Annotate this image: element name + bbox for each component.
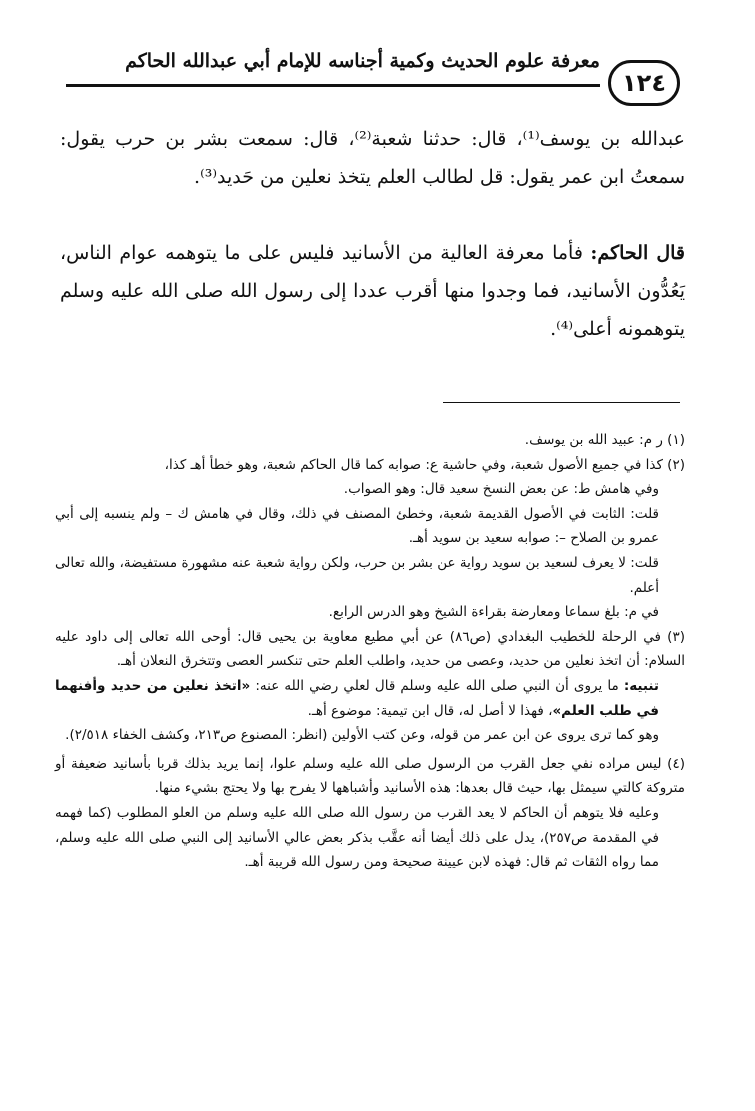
footnote-1: (١) ر م: عبيد الله بن يوسف. bbox=[524, 432, 685, 448]
footnote-4-line-b: وعليه فلا يتوهم أن الحاكم لا يعد القرب من رسول الله صلى الله عليه وسلم من العلو المطلوب (كما فهمه في المقدمة ص٢٥٧)، يدل على ذلك أيضا أنه عقَّب بذكر بعض عالي الأسانيد إلى النبي صلى الله عليه وسلم، مما رواه الثقات ثم قال: فهذه لابن عيينة صحيحة ومن رسول الله قريبة أهـ. bbox=[55, 804, 659, 871]
footnote-2-line-d: قلت: لا يعرف لسعيد بن سويد رواية عن بشر بن حرب، ولكن رواية شعبة عنه مشهورة مستفيضة، والله تعالى أعلم. bbox=[55, 554, 659, 596]
header-rule bbox=[66, 84, 600, 87]
note-lead: تنبيه: bbox=[623, 677, 659, 694]
footnote-4: (٤) ليس مراده نفي جعل القرب من الرسول صلى الله عليه وسلم علوا، إنما يريد بذلك قربا بأسانيد ضعيفة أو متروكة كالتي سيمثل بها، حيث قال بعدها: هذه الأسانيد وأشباهها لا يفرح بها ولا يحتج بشيء منها. bbox=[55, 755, 685, 797]
page-number-badge: ١٢٤ bbox=[608, 60, 680, 106]
note-text: ما يروى أن النبي صلى الله عليه وسلم قال لعلي رضي الله عنه: bbox=[250, 677, 624, 694]
footnotes-section bbox=[55, 428, 685, 875]
body-paragraph-2 bbox=[60, 234, 685, 348]
footnote-3: (٣) في الرحلة للخطيب البغدادي (ص٨٦) عن أبي مطيع معاوية بن يحيى قال: أوحى الله تعالى إلى داود عليه السلام: أن اتخذ نعلين من حديد، وعصى من حديد، واطلب العلم حتى تنكسر العصى وتتخرق النعلان أهـ. bbox=[55, 628, 685, 670]
footnote-3-note bbox=[55, 674, 685, 723]
footnote-2: (٢) كذا في جميع الأصول شعبة، وفي حاشية ع: صوابه كما قال الحاكم شعبة، وهو خطأ أهـ كذا، bbox=[164, 456, 685, 473]
paragraph-2-text: فأما معرفة العالية من الأسانيد فليس على ما يتوهمه عوام الناس، يَعُدُّون الأسانيد، فما وجدوا منها أقرب عددا إلى رسول الله صلى الله عليه وسلم يتوهمونه أعلى⁽⁴⁾. bbox=[60, 242, 685, 340]
footnote-separator bbox=[443, 402, 680, 403]
footnote-3-line-c: وهو كما ترى يروى عن ابن عمر من قوله، وعن كتب الأولين (انظر: المصنوع ص٢١٣، وكشف الخفاء ٢/٥١٨). bbox=[65, 727, 659, 744]
note-tail: ، فهذا لا أصل له، قال ابن تيمية: موضوع أهـ. bbox=[307, 702, 553, 719]
note-quote: «اتخذ نعلين من حديد وأفنهما في طلب العلم» bbox=[55, 677, 659, 719]
footnote-2-line-e: في م: بلغ سماعا ومعارضة بقراءة الشيخ وهو الدرس الرابع. bbox=[328, 604, 659, 621]
running-header-title: معرفة علوم الحديث وكمية أجناسه للإمام أبي عبدالله الحاكم bbox=[125, 50, 600, 72]
paragraph-lead-qal-al-hakim: قال الحاكم: bbox=[590, 242, 685, 264]
body-paragraph-1: عبدالله بن يوسف⁽¹⁾، قال: حدثنا شعبة⁽²⁾، قال: سمعت بشر بن حرب يقول: سمعتُ ابن عمر يقول: قل لطالب العلم يتخذ نعلين من حَديد⁽³⁾. bbox=[60, 128, 686, 188]
footnote-2-line-b: وفي هامش ط: عن بعض النسخ سعيد قال: وهو الصواب. bbox=[343, 481, 659, 498]
footnote-2-line-c: قلت: الثابت في الأصول القديمة شعبة، وخطئ المصنف في ذلك، وقال في هامش ك – ولم ينسبه إلى أبي عمرو بن الصلاح –: صوابه سعيد بن سويد أهـ. bbox=[55, 505, 659, 547]
